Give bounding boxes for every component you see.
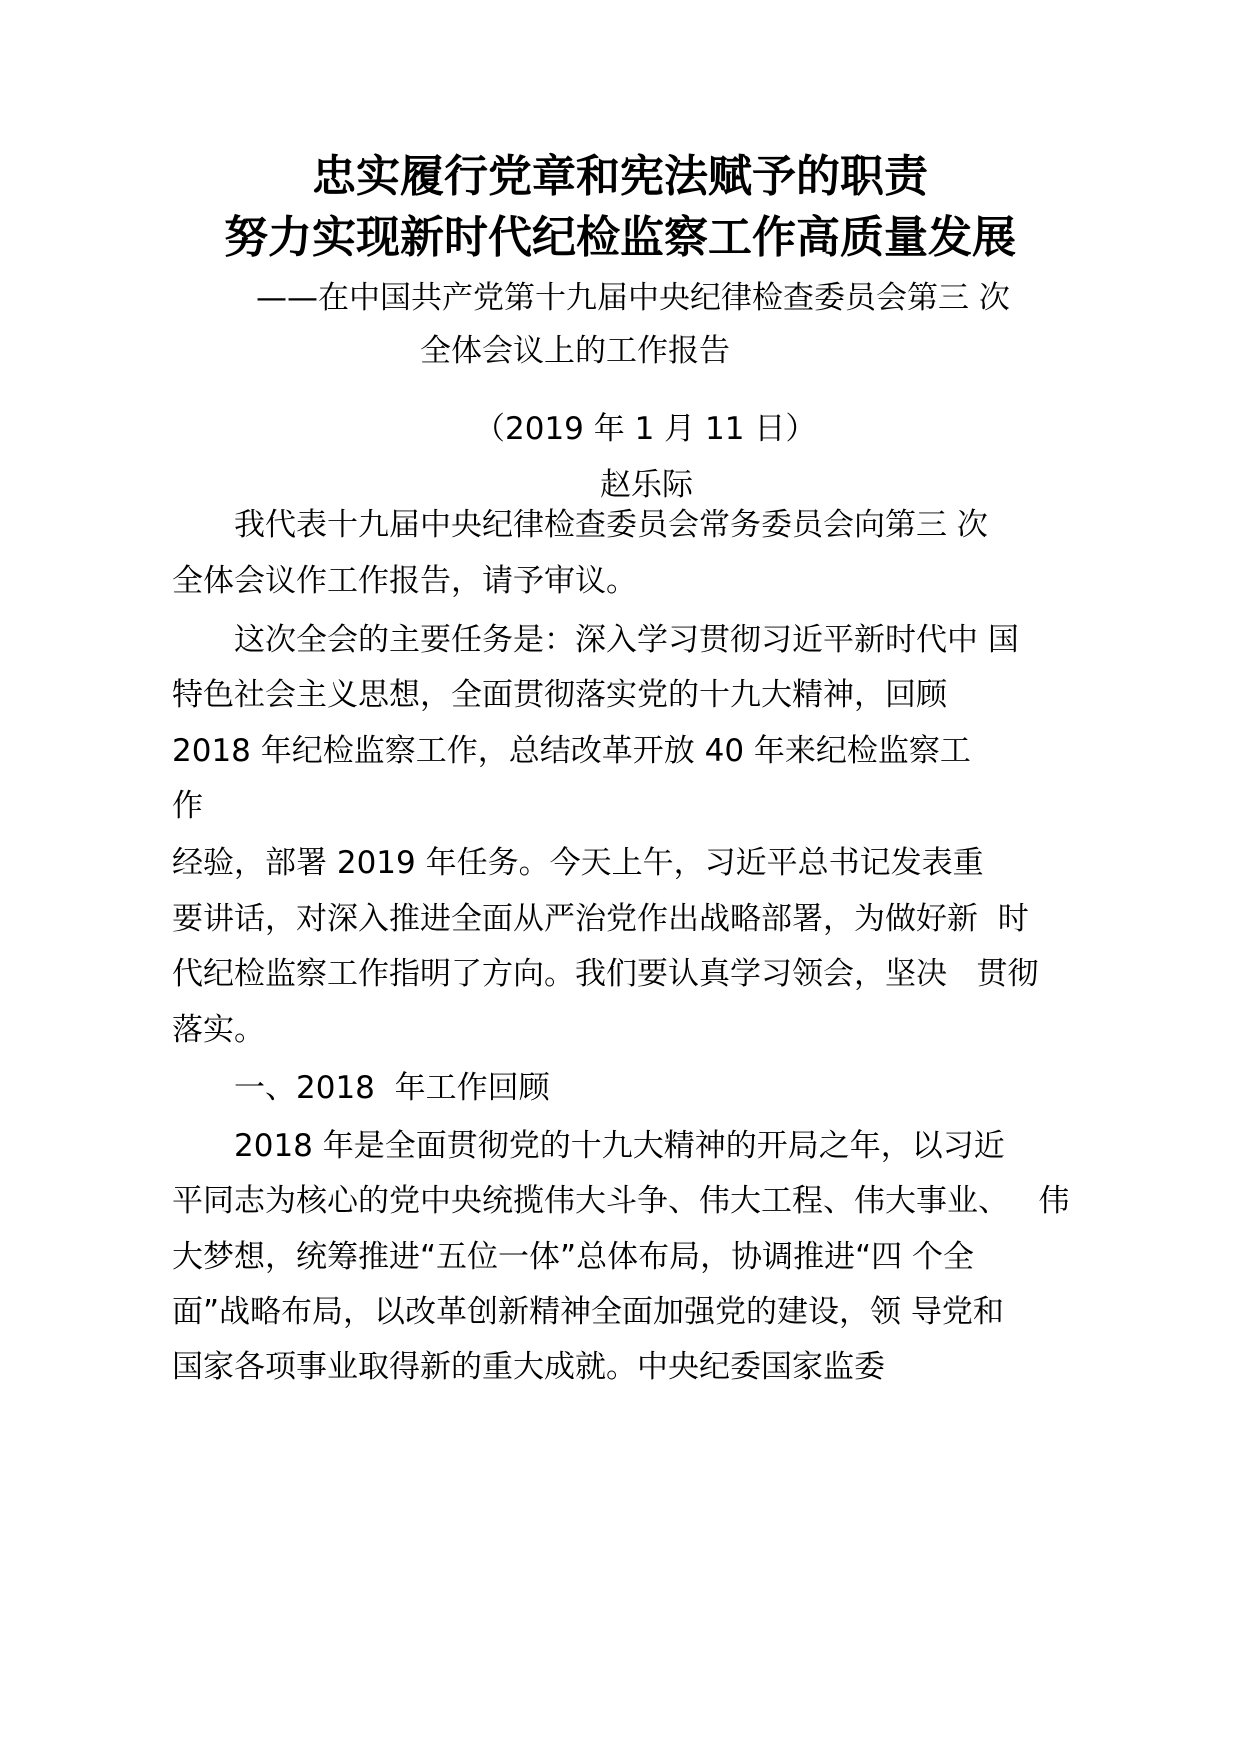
document-title-line-2: 努力实现新时代纪检监察工作高质量发展: [224, 212, 1016, 263]
body-line: 落实。: [172, 1012, 265, 1048]
section-heading: 一、2018 年工作回顾: [172, 1070, 550, 1106]
document-date: （2019 年 1 月 11 日）: [474, 411, 817, 447]
body-line: 2018 年纪检监察工作，总结改革开放 40 年来纪检监察工: [172, 733, 971, 769]
body-line: 这次全会的主要任务是：深入学习贯彻习近平新时代中 国: [172, 622, 1019, 658]
body-line: 作: [172, 788, 203, 824]
document-title-line-1: 忠实履行党章和宪法赋予的职责: [312, 151, 928, 202]
body-line: 2018 年是全面贯彻党的十九大精神的开局之年，以习近: [172, 1128, 1005, 1164]
body-line: 经验，部署 2019 年任务。今天上午，习近平总书记发表重: [172, 845, 984, 881]
body-line: 面”战略布局，以改革创新精神全面加强党的建设，领 导党和: [172, 1294, 1004, 1330]
document-subtitle-line-2: 全体会议上的工作报告: [420, 333, 730, 369]
body-line: 特色社会主义思想，全面贯彻落实党的十九大精神，回顾: [172, 677, 947, 713]
document-author: 赵乐际: [600, 467, 693, 503]
body-line: 国家各项事业取得新的重大成就。中央纪委国家监委: [172, 1349, 885, 1385]
body-line: 我代表十九届中央纪律检查委员会常务委员会向第三 次: [172, 507, 988, 543]
body-line: 平同志为核心的党中央统揽伟大斗争、伟大工程、伟大事业、 伟: [172, 1183, 1070, 1219]
body-line: 代纪检监察工作指明了方向。我们要认真学习领会，坚决 贯彻: [172, 956, 1039, 992]
body-line: 大梦想，统筹推进“五位一体”总体布局，协调推进“四 个全: [172, 1239, 975, 1275]
body-line: 要讲话，对深入推进全面从严治党作出战略部署，为做好新 时: [172, 901, 1029, 937]
document-subtitle-line-1: ——在中国共产党第十九届中央纪律检查委员会第三 次: [256, 280, 1010, 316]
body-line: 全体会议作工作报告，请予审议。: [172, 563, 637, 599]
